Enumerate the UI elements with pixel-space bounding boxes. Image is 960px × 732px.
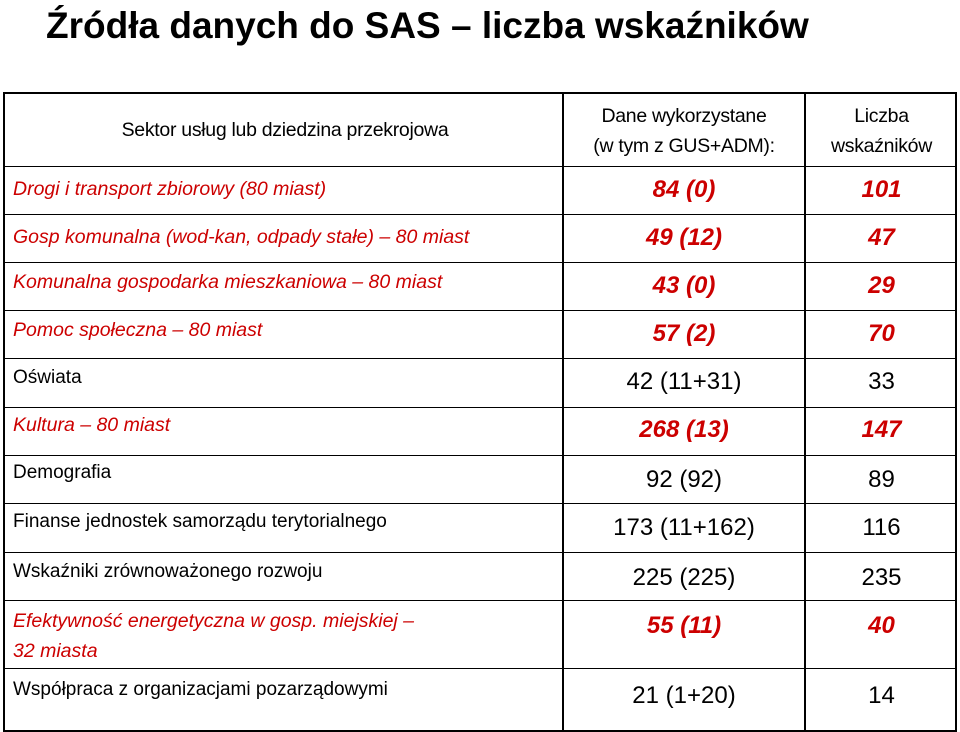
row-data-value: 21 (1+20) [632, 682, 736, 709]
header-sector: Sektor usług lub dziedzina przekrojowa [121, 119, 449, 141]
row-indicator-count: 89 [868, 466, 895, 493]
row-divider [5, 503, 955, 504]
row-divider [5, 166, 955, 167]
row-name: Wskaźniki zrównoważonego rozwoju [13, 561, 323, 582]
row-divider [5, 310, 955, 311]
header-data-line1: Dane wykorzystane [601, 105, 767, 127]
header-data-line2: (w tym z GUS+ADM): [593, 135, 775, 157]
row-data-value: 84 (0) [652, 176, 716, 203]
row-divider [5, 214, 955, 215]
row-data-value: 43 (0) [652, 272, 716, 299]
row-indicator-count: 29 [868, 272, 895, 299]
row-name: Gosp komunalna (wod-kan, odpady stałe) – 80 miast [13, 226, 470, 248]
row-data-value: 92 (92) [645, 466, 723, 493]
row-indicator-count: 14 [868, 682, 895, 709]
page-title: Źródła danych do SAS – liczba wskaźników [46, 5, 809, 46]
row-indicator-count: 33 [868, 368, 895, 395]
row-data-value: 173 (11+162) [613, 514, 755, 541]
row-indicator-count: 116 [862, 514, 901, 541]
row-name: Finanse jednostek samorządu terytorialnego [13, 511, 387, 532]
row-divider [5, 600, 955, 601]
row-divider [5, 455, 955, 456]
row-divider [5, 552, 955, 553]
row-name-line2: 32 miasta [13, 640, 98, 662]
row-indicator-count: 47 [868, 224, 895, 251]
row-data-value: 268 (13) [639, 416, 729, 443]
row-name-line1: Efektywność energetyczna w gosp. miejskiej – [13, 610, 415, 632]
row-data-value: 57 (2) [652, 320, 716, 347]
row-name: Komunalna gospodarka mieszkaniowa – 80 miast [13, 271, 443, 293]
row-indicator-count: 235 [861, 564, 902, 591]
row-divider [5, 262, 955, 263]
row-divider [5, 358, 955, 359]
row-name: Drogi i transport zbiorowy (80 miast) [13, 178, 327, 200]
row-divider [5, 668, 955, 669]
row-indicator-count: 147 [861, 416, 902, 443]
row-divider [5, 407, 955, 408]
row-name: Pomoc społeczna – 80 miast [13, 319, 263, 341]
row-indicator-count: 70 [868, 320, 895, 347]
row-name: Współpraca z organizacjami pozarządowymi [13, 679, 388, 700]
row-data-value: 49 (12) [645, 224, 723, 251]
row-name: Oświata [13, 367, 82, 388]
row-name: Demografia [13, 462, 112, 483]
row-indicator-count: 40 [868, 612, 895, 639]
indicator-table [3, 92, 957, 732]
row-indicator-count: 101 [861, 176, 902, 203]
row-data-value: 42 (11+31) [626, 368, 742, 395]
row-name: Kultura – 80 miast [13, 414, 171, 436]
header-count-line1: Liczba [854, 105, 909, 127]
row-data-value: 225 (225) [632, 564, 736, 591]
row-data-value: 55 (11) [646, 612, 722, 639]
header-count-line2: wskaźników [830, 135, 933, 157]
